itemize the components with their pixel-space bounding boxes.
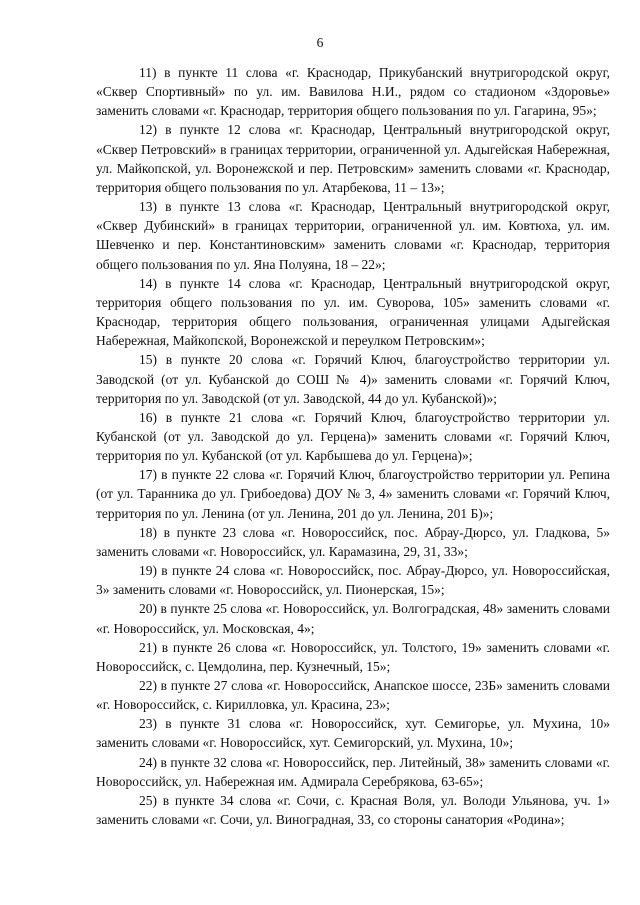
list-item-12: 12) в пункте 12 слова «г. Краснодар, Центральный внутригородской округ, «Сквер Петровский» в границах территории, ограниченной ул. Адыгейская Набережная, ул. Майкопской, ул. Воронежской и пер. Петровским» заменить словами «г. Краснодар, территория общего пользования по ул. Атарбекова, 11 – 13»; [96, 122, 610, 195]
list-item-17: 17) в пункте 22 слова «г. Горячий Ключ, благоустройство территории ул. Репина (от ул. Таранника до ул. Грибоедова) ДОУ № 3, 4» заменить словами «г. Горячий Ключ, территория по ул. Ленина (от ул. Ленина, 201 до ул. Ленина, 201 Б)»; [96, 467, 610, 521]
list-item-15: 15) в пункте 20 слова «г. Горячий Ключ, благоустройство территории ул. Заводской (от ул. Кубанской до СОШ № 4)» заменить словами «г. Горячий Ключ, территория по ул. Заводской (от ул. Заводской, 44 до ул. Кубанской)»; [96, 352, 610, 406]
document-body [96, 63, 610, 829]
list-item-24: 24) в пункте 32 слова «г. Новороссийск, пер. Литейный, 38» заменить словами «г. Новороссийск, ул. Набережная им. Адмирала Серебрякова, 63-65»; [96, 754, 610, 789]
list-item-23: 23) в пункте 31 слова «г. Новороссийск, хут. Семигорье, ул. Мухина, 10» заменить словами «г. Новороссийск, хут. Семигорский, ул. Мухина, 10»; [96, 716, 610, 751]
list-item-14: 14) в пункте 14 слова «г. Краснодар, Центральный внутригородской округ, территория общего пользования по ул. им. Суворова, 105» заменить словами «г. Краснодар, территория общего пользования, ограниченная улицами Адыгейская Набережная, Майкопской, Воронежской и переулком Петровским»; [96, 275, 610, 349]
page-number: 6 [316, 35, 324, 50]
list-item-19: 19) в пункте 24 слова «г. Новороссийск, пос. Абрау-Дюрсо, ул. Новороссийская, 3» заменить словами «г. Новороссийск, ул. Пионерская, 15»; [96, 563, 610, 598]
list-item-20: 20) в пункте 25 слова «г. Новороссийск, ул. Волгоградская, 48» заменить словами «г. Новороссийск, ул. Московская, 4»; [96, 601, 610, 636]
list-item-18: 18) в пункте 23 слова «г. Новороссийск, пос. Абрау-Дюрсо, ул. Гладкова, 5» заменить словами «г. Новороссийск, ул. Карамазина, 29, 31, 33»; [96, 524, 610, 559]
list-item-16: 16) в пункте 21 слова «г. Горячий Ключ, благоустройство территории ул. Кубанской (от ул. Заводской до ул. Герцена)» заменить словами «г. Горячий Ключ, территория по ул. Кубанской (от ул. Карбышева до ул. Герцена)»; [96, 409, 610, 464]
list-item-25: 25) в пункте 34 слова «г. Сочи, с. Красная Воля, ул. Володи Ульянова, уч. 1» заменить словами «г. Сочи, ул. Виноградная, 33, со стороны санатория «Родина»; [96, 792, 610, 828]
list-item-11: 11) в пункте 11 слова «г. Краснодар, Прикубанский внутригородской округ, «Сквер Спортивный» по ул. им. Вавилова Н.И., рядом со стадионом «Здоровье» заменить словами «г. Краснодар, территория общего пользования по ул. Гагарина, 95»; [96, 65, 610, 119]
list-item-22: 22) в пункте 27 слова «г. Новороссийск, Анапское шоссе, 23Б» заменить словами «г. Новороссийск, с. Кирилловка, ул. Красина, 23»; [96, 678, 610, 713]
list-item-21: 21) в пункте 26 слова «г. Новороссийск, ул. Толстого, 19» заменить словами «г. Новороссийск, с. Цемдолина, пер. Кузнечный, 15»; [96, 639, 610, 674]
list-item-13: 13) в пункте 13 слова «г. Краснодар, Центральный внутригородской округ, «Сквер Дубинский» в границах территории, ограниченной ул. им. Ковтюха, ул. им. Шевченко и пер. Константиновским» заменить словами «г. Краснодар, территория общего пользования по ул. Яна Полуяна, 18 – 22»; [96, 199, 610, 272]
